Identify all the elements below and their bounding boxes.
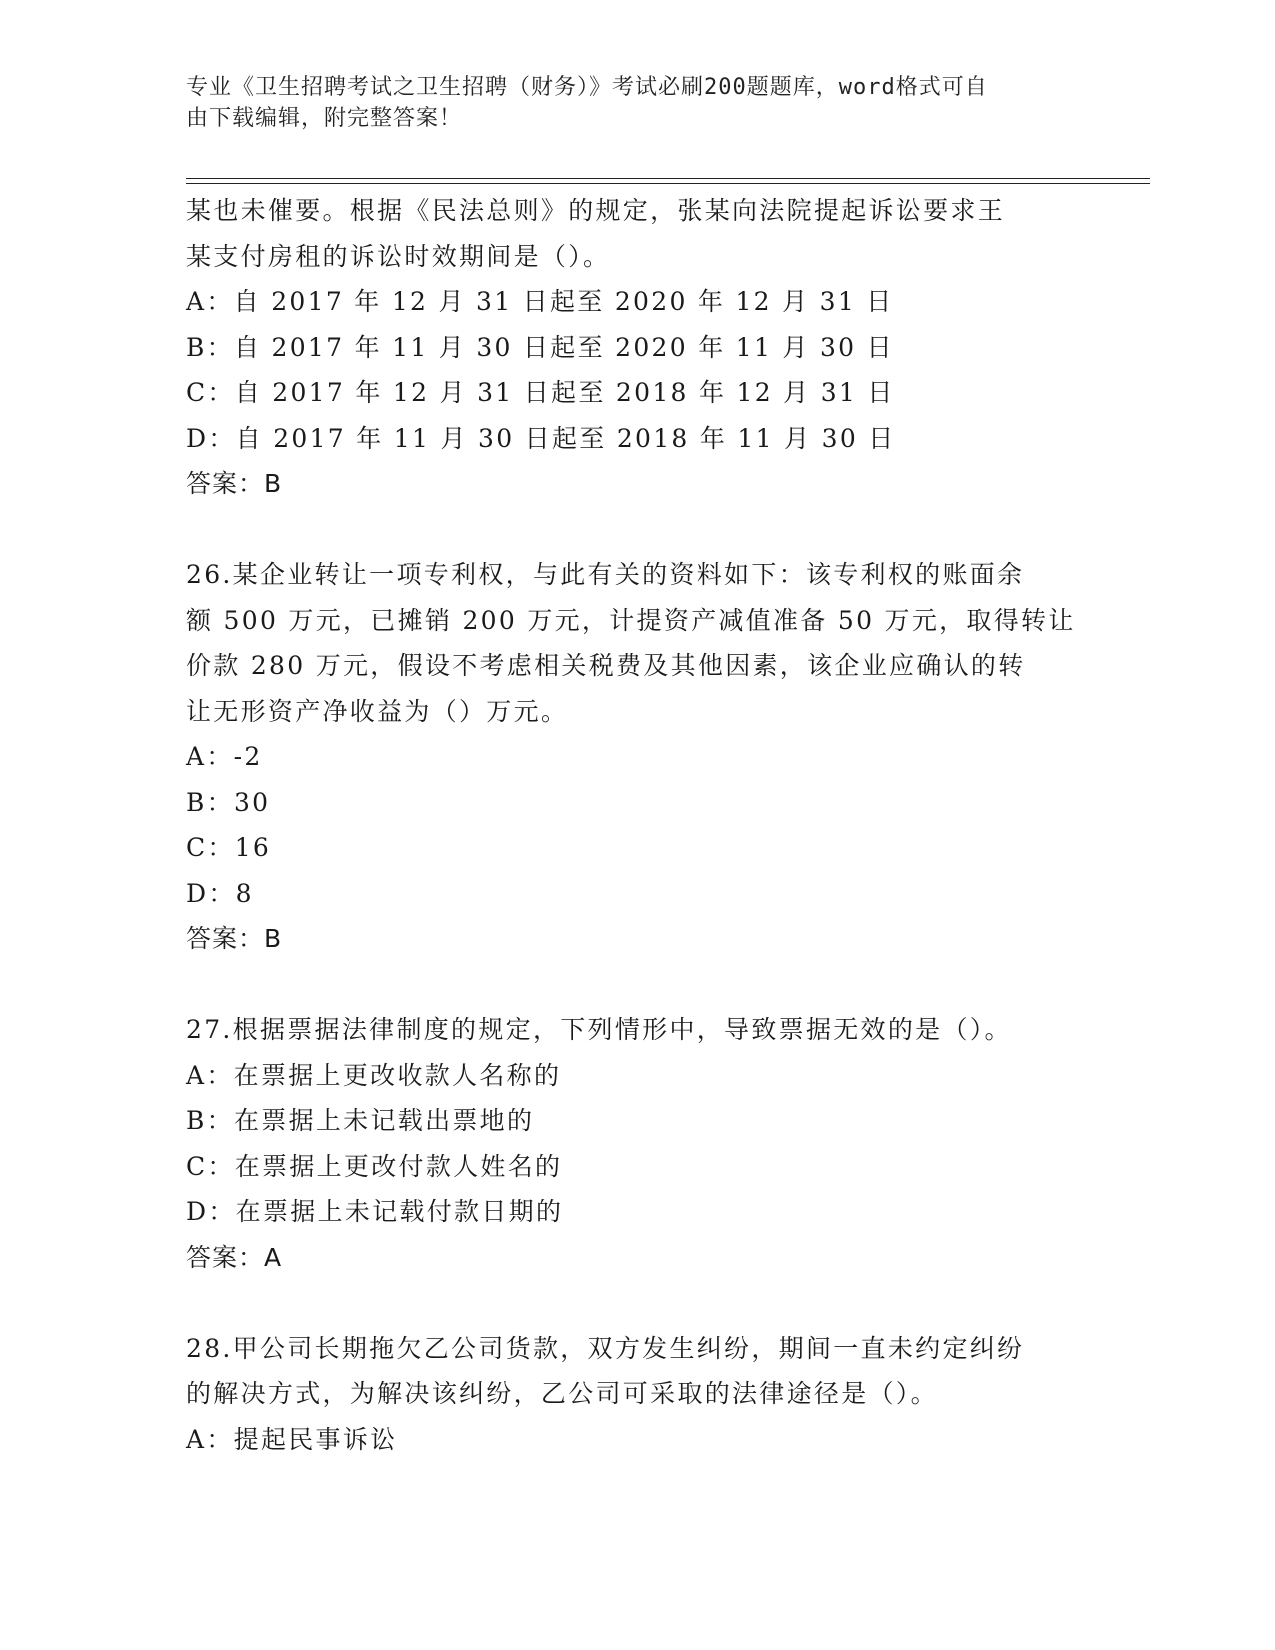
document-body xyxy=(186,188,1086,1462)
question-28 xyxy=(186,1326,1086,1463)
option-b: B：自 2017 年 11 月 30 日起至 2020 年 11 月 30 日 xyxy=(186,332,894,362)
option-c: C：在票据上更改付款人姓名的 xyxy=(186,1151,563,1181)
option-a: A：-2 xyxy=(186,742,263,771)
option-a: A：自 2017 年 12 月 31 日起至 2020 年 12 月 31 日 xyxy=(186,287,894,316)
question-stem: 27.根据票据法律制度的规定，下列情形中，导致票据无效的是（）。 xyxy=(186,1015,1012,1044)
page-header xyxy=(186,72,1066,134)
option-d: D：自 2017 年 11 月 30 日起至 2018 年 11 月 30 日 xyxy=(186,423,896,453)
question-27 xyxy=(186,1007,1086,1280)
question-stem: 某也未催要。根据《民法总则》的规定，张某向法院提起诉讼要求王 xyxy=(186,196,1006,225)
question-stem: 让无形资产净收益为（）万元。 xyxy=(186,696,569,726)
option-d: D：在票据上未记载付款日期的 xyxy=(186,1197,564,1226)
option-c: C：自 2017 年 12 月 31 日起至 2018 年 12 月 31 日 xyxy=(186,378,895,407)
option-a: A：提起民事诉讼 xyxy=(186,1424,398,1454)
question-stem: 某支付房租的诉讼时效期间是（）。 xyxy=(186,241,611,271)
option-d: D：8 xyxy=(186,878,254,908)
option-b: B：30 xyxy=(186,787,271,817)
question-26 xyxy=(186,552,1086,962)
question-stem: 的解决方式，为解决该纠纷，乙公司可采取的法律途径是（）。 xyxy=(186,1379,938,1408)
question-stem: 26.某企业转让一项专利权，与此有关的资料如下：该专利权的账面余 xyxy=(186,560,1025,589)
answer: 答案：B xyxy=(186,924,283,953)
spacer xyxy=(186,507,1086,553)
spacer xyxy=(186,962,1086,1008)
spacer xyxy=(186,1280,1086,1326)
option-c: C：16 xyxy=(186,833,272,862)
question-stem: 28.甲公司长期拖欠乙公司货款，双方发生纠纷，期间一直未约定纠纷 xyxy=(186,1333,1025,1363)
header-title-line-1: 专业《卫生招聘考试之卫生招聘（财务）》考试必刷200题题库，word格式可自 xyxy=(186,75,988,100)
header-divider-top xyxy=(186,178,1150,179)
question-stem: 额 500 万元，已摊销 200 万元，计提资产减值准备 50 万元，取得转让 xyxy=(186,605,1076,635)
header-divider-bottom xyxy=(186,183,1150,184)
answer: 答案：B xyxy=(186,469,283,498)
option-b: B：在票据上未记载出票地的 xyxy=(186,1106,535,1135)
question-stem: 价款 280 万元，假设不考虑相关税费及其他因素，该企业应确认的转 xyxy=(186,651,1026,680)
option-a: A：在票据上更改收款人名称的 xyxy=(186,1060,562,1090)
question-25 xyxy=(186,188,1086,507)
header-title-line-2: 由下载编辑，附完整答案！ xyxy=(186,106,463,131)
answer: 答案：A xyxy=(186,1242,283,1272)
